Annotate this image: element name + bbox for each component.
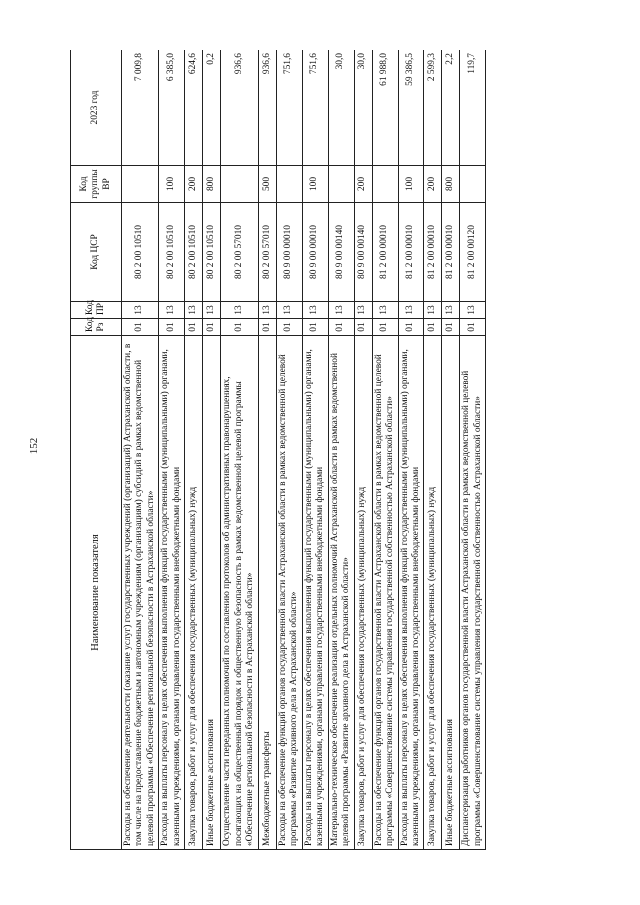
row-csr: 80 2 00 10510 [122,203,159,302]
table-row [424,50,442,850]
row-sum: 0,2 [203,50,221,166]
row-csr: 80 2 00 10510 [203,203,221,302]
row-vr [221,166,258,203]
row-pr: 13 [203,302,221,319]
row-vr [122,166,159,203]
row-name: Расходы на выплаты персоналу в целях обеспечения выполнения функций государственными (муниципальными) органами, казенными учреждениями, органами управления государственными внебюджетными фондами [398,336,424,850]
table-row [398,50,424,850]
row-rz: 01 [276,319,302,336]
budget-table-container [70,50,606,850]
table-row [258,50,276,850]
row-vr [328,166,354,203]
row-csr: 81 2 00 00010 [372,203,398,302]
row-sum: 751,6 [276,50,302,166]
header-pr: Код ПР [71,302,122,319]
row-vr: 100 [302,166,328,203]
row-pr: 13 [354,302,372,319]
row-vr [372,166,398,203]
row-pr: 13 [258,302,276,319]
row-name: Расходы на обеспечение функций органов государственной власти Астраханской области в рамках ведомственной целевой программы «Развитие архивного дела в Астраханской области» [276,336,302,850]
row-vr [460,166,486,203]
row-name: Диспансеризация работников органов государственной власти Астраханской области в рамках ведомственной целевой программы «Совершенствование системы управления государственной собственностью Астраханской области» [460,336,486,850]
budget-table [70,50,486,850]
row-name: Закупка товаров, работ и услуг для обеспечения государственных (муниципальных) нужд [354,336,372,850]
table-row [159,50,185,850]
row-vr: 200 [424,166,442,203]
row-name: Закупка товаров, работ и услуг для обеспечения государственных (муниципальных) нужд [185,336,203,850]
row-csr: 80 2 00 10510 [159,203,185,302]
row-name: Расходы на обеспечение функций органов государственной власти Астраханской области в рамках ведомственной целевой программы «Совершенствование системы управления государственной собственностью Астраханской области» [372,336,398,850]
table-row [460,50,486,850]
row-vr: 800 [203,166,221,203]
row-sum: 624,6 [185,50,203,166]
row-sum: 936,6 [258,50,276,166]
table-row [354,50,372,850]
row-name: Осуществление части переданных полномочий по составлению протоколов об административных правонарушениях, посягающих на общественный порядок и общественную безопасность в рамках ведомственной целевой программы «Обеспечение региональной безопасности в Астраханской области» [221,336,258,850]
row-vr: 200 [185,166,203,203]
rotated-table [70,50,606,850]
header-csr: Код ЦСР [71,203,122,302]
table-row [372,50,398,850]
table-row [442,50,460,850]
row-rz: 01 [398,319,424,336]
row-name: Материально-техническое обеспечение реализации отдельных полномочий Астраханской области в рамках ведомственной целевой программы «Развитие архивного дела в Астраханской области» [328,336,354,850]
row-csr: 80 9 00 00140 [328,203,354,302]
table-row [122,50,159,850]
row-sum: 936,6 [221,50,258,166]
row-csr: 81 2 00 00010 [442,203,460,302]
row-rz: 01 [185,319,203,336]
row-pr: 13 [328,302,354,319]
row-sum: 30,0 [354,50,372,166]
table-body [122,50,486,850]
table-row [328,50,354,850]
row-rz: 01 [354,319,372,336]
table-row [302,50,328,850]
row-vr: 800 [442,166,460,203]
row-vr: 200 [354,166,372,203]
row-csr: 81 2 00 00010 [424,203,442,302]
row-vr: 100 [159,166,185,203]
row-sum: 59 386,5 [398,50,424,166]
row-vr: 100 [398,166,424,203]
row-sum: 30,0 [328,50,354,166]
row-vr: 500 [258,166,276,203]
row-vr [276,166,302,203]
row-pr: 13 [372,302,398,319]
row-name: Закупка товаров, работ и услуг для обеспечения государственных (муниципальных) нужд [424,336,442,850]
row-name: Иные бюджетные ассигнования [203,336,221,850]
row-csr: 80 9 00 00010 [276,203,302,302]
table-row [185,50,203,850]
row-sum: 61 988,0 [372,50,398,166]
row-pr: 13 [159,302,185,319]
row-sum: 119,7 [460,50,486,166]
row-rz: 01 [460,319,486,336]
header-sum: 2023 год [71,50,122,166]
row-pr: 13 [122,302,159,319]
table-row [276,50,302,850]
row-pr: 13 [276,302,302,319]
row-sum: 6 385,0 [159,50,185,166]
row-sum: 751,6 [302,50,328,166]
row-csr: 80 2 00 10510 [185,203,203,302]
row-pr: 13 [460,302,486,319]
row-pr: 13 [424,302,442,319]
row-name: Расходы на выплаты персоналу в целях обеспечения выполнения функций государственными (муниципальными) органами, казенными учреждениями, органами управления государственными внебюджетными фондами [159,336,185,850]
row-csr: 80 9 00 00010 [302,203,328,302]
row-pr: 13 [185,302,203,319]
row-pr: 13 [302,302,328,319]
row-csr: 81 2 00 00120 [460,203,486,302]
row-csr: 81 2 00 00010 [398,203,424,302]
row-sum: 2 599,3 [424,50,442,166]
row-rz: 01 [302,319,328,336]
row-rz: 01 [122,319,159,336]
row-rz: 01 [328,319,354,336]
page-number: 152 [28,437,40,455]
row-rz: 01 [372,319,398,336]
row-sum: 2,2 [442,50,460,166]
row-sum: 7 009,8 [122,50,159,166]
row-name: Иные бюджетные ассигнования [442,336,460,850]
table-row [203,50,221,850]
table-row [221,50,258,850]
row-name: Межбюджетные трансферты [258,336,276,850]
row-rz: 01 [159,319,185,336]
row-rz: 01 [424,319,442,336]
row-rz: 01 [442,319,460,336]
row-csr: 80 2 00 57010 [258,203,276,302]
table-header-row [71,50,122,850]
row-pr: 13 [398,302,424,319]
row-rz: 01 [221,319,258,336]
header-vr: Код группы ВР [71,166,122,203]
header-rz: Код Рз [71,319,122,336]
row-rz: 01 [258,319,276,336]
row-pr: 13 [442,302,460,319]
row-csr: 80 9 00 00140 [354,203,372,302]
row-name: Расходы на выплаты персоналу в целях обеспечения выполнения функций государственными (муниципальными) органами, казенными учреждениями, органами управления государственными внебюджетными фондами [302,336,328,850]
row-csr: 80 2 00 57010 [221,203,258,302]
row-rz: 01 [203,319,221,336]
row-name: Расходы на обеспечение деятельности (оказание услуг) государственных учреждений (организаций) Астраханской области, в том числе на предоставление бюджетным и автономным учреждениям (организациям) субсидий в рамках ведомственной целевой программы «Обеспечение региональной безопасности в Астраханской области» [122,336,159,850]
header-name: Наименование показателя [71,336,122,850]
row-pr: 13 [221,302,258,319]
